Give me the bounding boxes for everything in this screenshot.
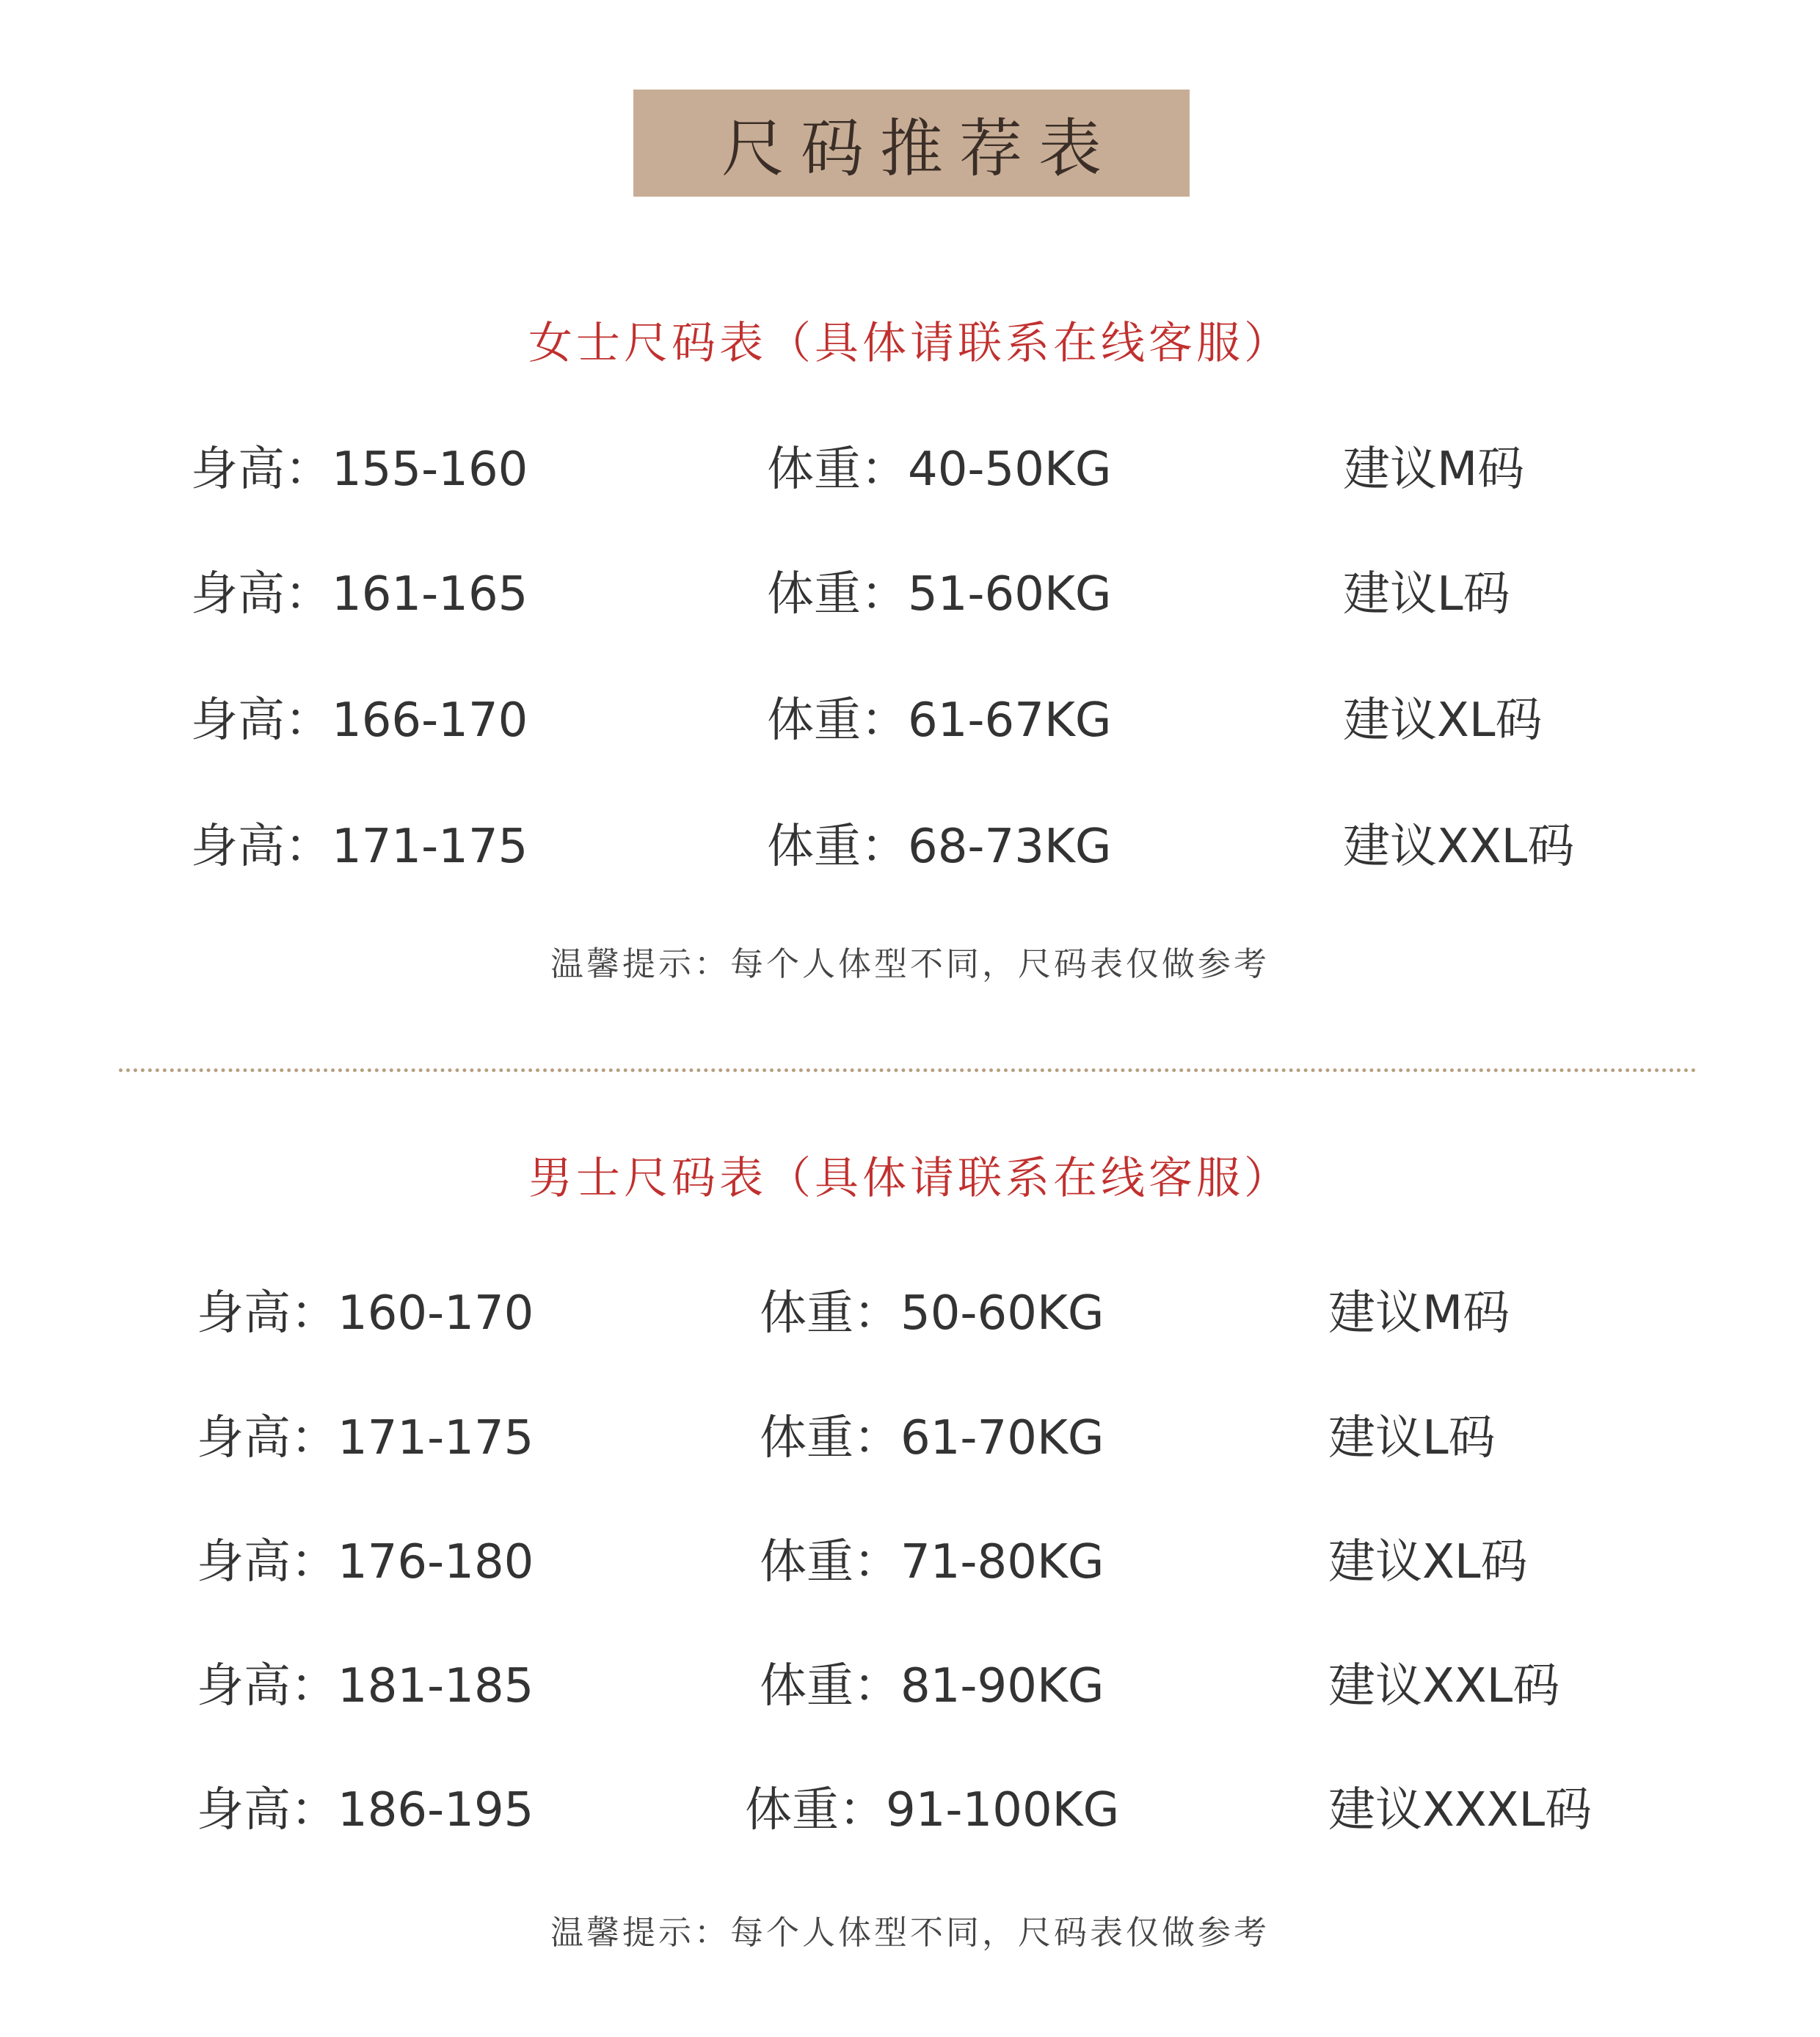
title-banner — [633, 90, 1190, 197]
size-suggestion: 建议XXL码 — [1343, 820, 1575, 874]
height-range: 身高：176-180 — [197, 1535, 534, 1589]
height-range: 身高：171-175 — [197, 1411, 534, 1465]
height-range: 身高：186-195 — [197, 1783, 534, 1837]
women-row — [0, 561, 1820, 627]
size-suggestion: 建议M码 — [1328, 1286, 1510, 1341]
men-row — [0, 1529, 1820, 1595]
men-row — [0, 1405, 1820, 1471]
height-range: 身高：181-185 — [197, 1659, 534, 1713]
height-range: 身高：160-170 — [197, 1286, 534, 1341]
size-suggestion: 建议XL码 — [1328, 1535, 1528, 1589]
women-tip: 温馨提示：每个人体型不同，尺码表仅做参考 — [550, 944, 1270, 983]
weight-range: 体重：91-100KG — [745, 1783, 1120, 1837]
height-range: 身高：161-165 — [191, 567, 528, 622]
weight-range: 体重：40-50KG — [767, 442, 1112, 497]
size-suggestion: 建议L码 — [1328, 1411, 1496, 1465]
weight-range: 体重：51-60KG — [767, 567, 1112, 622]
size-suggestion: 建议XL码 — [1343, 693, 1543, 748]
size-suggestion: 建议XXL码 — [1328, 1659, 1560, 1713]
women-section-title: 女士尺码表（具体请联系在线客服） — [528, 318, 1292, 369]
women-row — [0, 688, 1820, 754]
height-range: 身高：155-160 — [191, 442, 528, 497]
section-divider — [119, 1068, 1697, 1072]
weight-range: 体重：61-70KG — [760, 1411, 1104, 1465]
size-suggestion: 建议XXXL码 — [1328, 1783, 1592, 1837]
men-section-title: 男士尺码表（具体请联系在线客服） — [528, 1153, 1292, 1204]
men-tip: 温馨提示：每个人体型不同，尺码表仅做参考 — [550, 1913, 1270, 1952]
height-range: 身高：166-170 — [191, 693, 528, 748]
size-suggestion: 建议L码 — [1343, 567, 1510, 622]
weight-range: 体重：68-73KG — [767, 820, 1112, 874]
women-row — [0, 814, 1820, 880]
weight-range: 体重：81-90KG — [760, 1659, 1104, 1713]
men-row — [0, 1280, 1820, 1347]
weight-range: 体重：50-60KG — [760, 1286, 1104, 1341]
page-title: 尺码推荐表 — [721, 112, 1118, 186]
men-row — [0, 1777, 1820, 1843]
size-suggestion: 建议M码 — [1343, 442, 1525, 497]
women-row — [0, 437, 1820, 503]
height-range: 身高：171-175 — [191, 820, 528, 874]
weight-range: 体重：61-67KG — [767, 693, 1112, 748]
men-row — [0, 1653, 1820, 1719]
weight-range: 体重：71-80KG — [760, 1535, 1104, 1589]
